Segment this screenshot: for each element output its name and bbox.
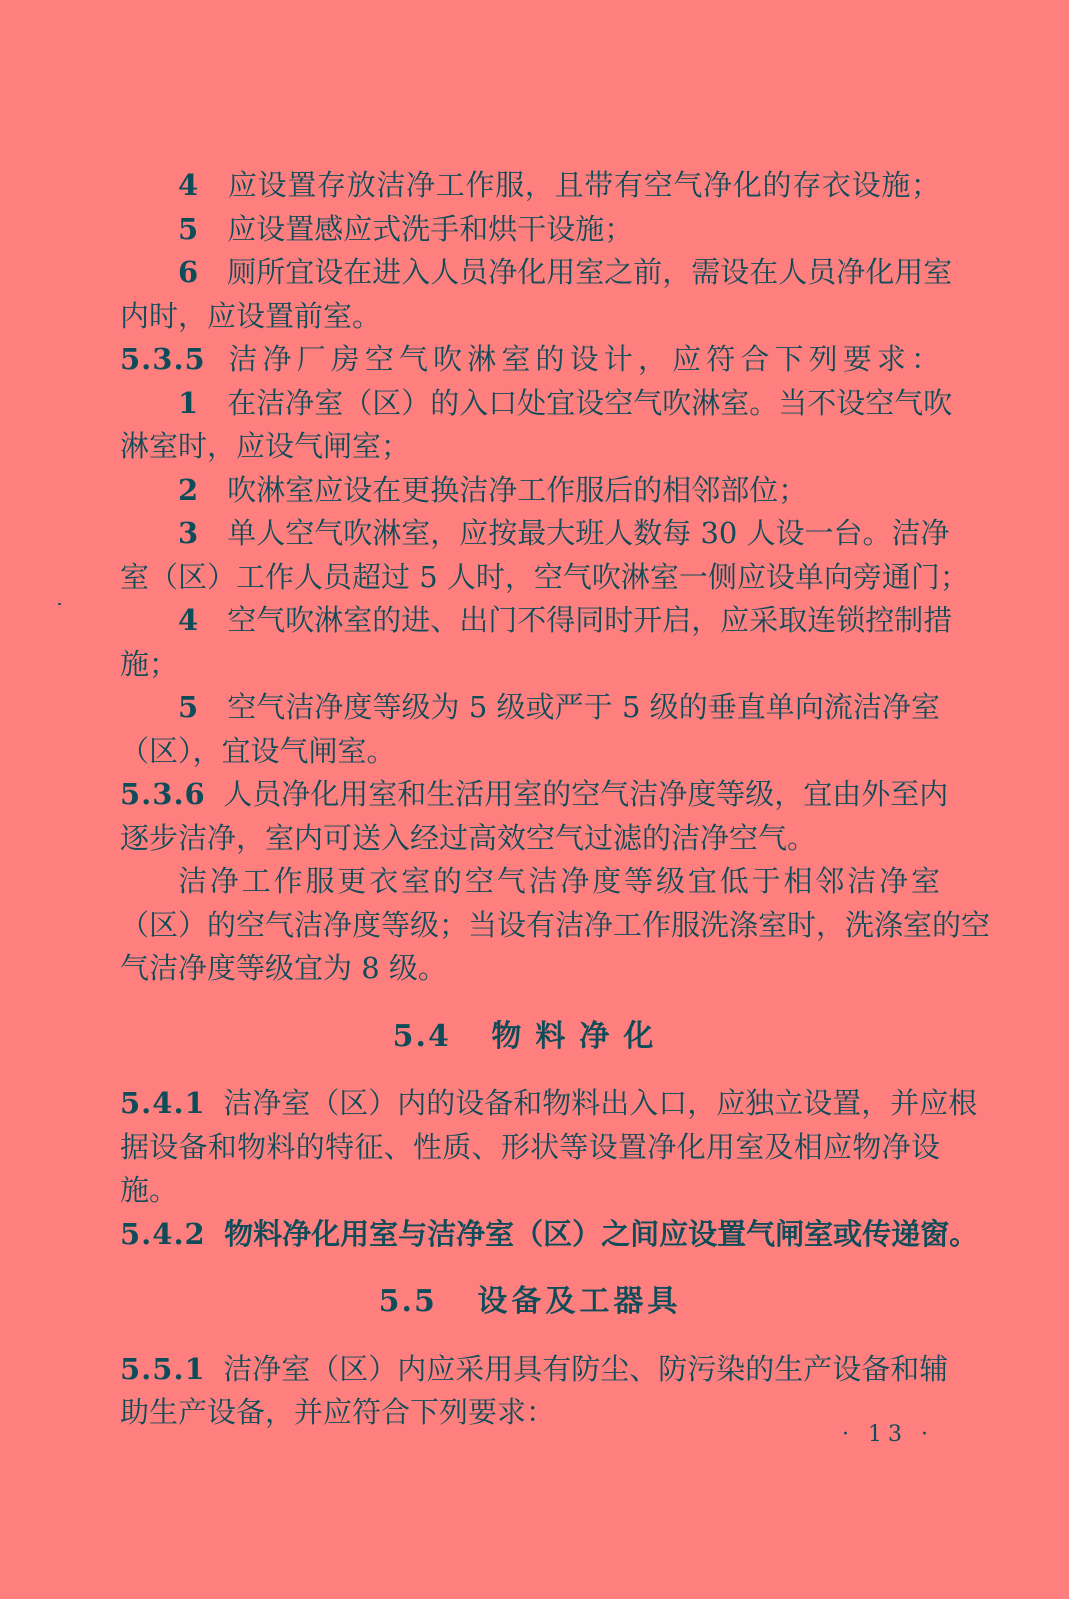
- text-line: 室（区）工作人员超过 5 人时，空气吹淋室一侧应设单向旁通门；: [120, 559, 969, 594]
- clause-number: 5.3.6: [120, 777, 206, 811]
- clause: [120, 338, 940, 382]
- clause-text: 洁净室（区）内应采用具有防尘、防污染的生产设备和辅: [223, 1351, 949, 1386]
- text-line: 逐步洁净，室内可送入经过高效空气过滤的洁净空气。: [120, 820, 817, 855]
- text-line: 助生产设备，并应符合下列要求：: [120, 1395, 556, 1429]
- clause-number: 5.4.2: [120, 1216, 206, 1251]
- section-heading: [120, 1015, 940, 1059]
- list-item: [120, 686, 940, 730]
- item-number: 4: [178, 168, 199, 202]
- clause: [120, 1213, 979, 1257]
- list-item: [120, 164, 940, 208]
- clause: [120, 773, 949, 817]
- section-title: 设备及工器具: [477, 1284, 682, 1319]
- section-number: 5.4: [392, 1018, 451, 1054]
- page-number: · 13 ·: [842, 1422, 934, 1447]
- list-item: [120, 208, 940, 252]
- clause-text: 物料净化用室与洁净室（区）之间应设置气闸室或传递窗。: [224, 1216, 979, 1251]
- text-line: 内时，应设置前室。: [120, 298, 382, 333]
- item-text: 吹淋室应设在更换洁净工作服后的相邻部位；: [227, 472, 808, 507]
- item-text: 厕所宜设在进入人员净化用室之前，需设在人员净化用室: [227, 255, 953, 289]
- item-text: 空气洁净度等级为 5 级或严于 5 级的垂直单向流洁净室: [227, 690, 941, 724]
- clause-text: 洁净室（区）内的设备和物料出入口，应独立设置，并应根: [223, 1086, 978, 1120]
- clause-number: 5.5.1: [120, 1351, 206, 1386]
- clause-number: 5.4.1: [120, 1086, 206, 1120]
- item-number: 3: [178, 516, 199, 550]
- section-heading: [120, 1280, 940, 1324]
- clause: [120, 1348, 949, 1392]
- item-text: 应设置感应式洗手和烘干设施；: [227, 211, 634, 246]
- text-line: 淋室时，应设气闸室；: [120, 429, 411, 463]
- text-line: 气洁净度等级宜为 8 级。: [120, 951, 447, 985]
- text-line: 施；: [120, 646, 179, 681]
- item-number: 4: [178, 603, 199, 637]
- list-item: [120, 512, 950, 556]
- text-line: （区）的空气洁净度等级；当设有洁净工作服洗涤室时，洗涤室的空: [120, 907, 991, 942]
- section-number: 5.5: [378, 1284, 437, 1319]
- item-text: 在洁净室（区）的入口处宜设空气吹淋室。当不设空气吹: [227, 385, 953, 420]
- section-title: 物料净化: [491, 1018, 668, 1054]
- item-number: 5: [178, 211, 199, 246]
- item-number: 1: [178, 385, 199, 420]
- item-number: 6: [178, 255, 199, 289]
- list-item: [120, 469, 940, 513]
- text-line: （区），宜设气闸室。: [120, 733, 396, 768]
- item-text: 空气吹淋室的进、出门不得同时开启，应采取连锁控制措: [227, 603, 953, 637]
- clause-number: 5.3.5: [120, 342, 206, 376]
- clause: [120, 1082, 978, 1126]
- list-item: [120, 251, 953, 295]
- item-text: 应设置存放洁净工作服，且带有空气净化的存衣设施；: [227, 168, 940, 202]
- document-body: [120, 164, 991, 1435]
- clause-text: 洁净厂房空气吹淋室的设计，应符合下列要求：: [228, 342, 940, 376]
- scan-speck: [58, 603, 61, 605]
- paragraph-line: 洁净工作服更衣室的空气洁净度等级宜低于相邻洁净室: [178, 864, 940, 898]
- clause-text: 人员净化用室和生活用室的空气洁净度等级，宜由外至内: [223, 777, 949, 811]
- item-number: 5: [178, 690, 199, 724]
- text-line: 据设备和物料的特征、性质、形状等设置净化用室及相应物净设: [120, 1129, 940, 1164]
- list-item: [120, 599, 953, 643]
- item-text: 单人空气吹淋室，应按最大班人数每 30 人设一台。洁净: [227, 516, 950, 550]
- text-line: 施。: [120, 1173, 179, 1207]
- item-number: 2: [178, 472, 199, 507]
- list-item: [120, 382, 953, 426]
